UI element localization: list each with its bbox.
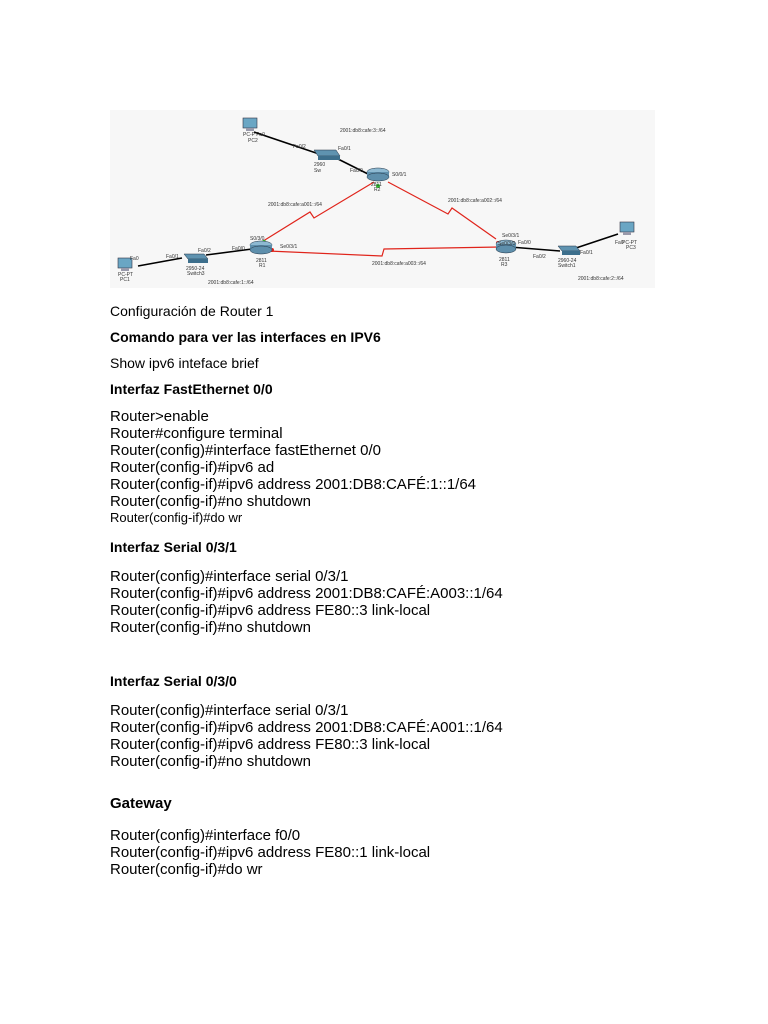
r2-name-label: 2811 — [371, 182, 382, 188]
pc1-sub-label: PC1 — [120, 277, 130, 283]
r3-name-label: 2811 — [499, 257, 510, 263]
switch3-name-label: 2950-24 — [186, 266, 205, 272]
net-top-label: 2001:db8:cafe:3::/64 — [340, 128, 386, 134]
command-line: Router(config-if)#ipv6 address FE80::1 link-local — [110, 844, 431, 861]
switch1-port2-label: Fa0/1 — [580, 250, 593, 256]
switch3-port1-label: Fa0/1 — [166, 254, 179, 260]
net-mid-label: 2001:db8:cafe:a003::/64 — [372, 261, 426, 267]
figure-caption: Configuración de Router 1 — [110, 303, 274, 319]
net-right-label: 2001:db8:cafe:a002::/64 — [448, 198, 502, 204]
net-bottom-right-label: 2001:db8:cafe:2::/64 — [578, 276, 624, 282]
command-line: Router(config-if)#no shutdown — [110, 753, 311, 770]
pc2-label: PC-P Fa0 — [243, 132, 265, 138]
command-line: Router(config)#interface f0/0 — [110, 827, 301, 844]
command-line: Router(config)#interface serial 0/3/1 — [110, 702, 349, 719]
r2-sub-label: R2 — [374, 187, 381, 193]
command-line: Router#configure terminal — [110, 425, 283, 442]
pc3-fa-label: Fa0 — [615, 240, 624, 246]
command-line: Router(config-if)#ipv6 ad — [110, 459, 275, 476]
command-line: Router(config-if)#do wr — [110, 510, 243, 525]
switch-top-sub-label: Sw — [314, 168, 321, 174]
switch1-sub-label: Switch1 — [558, 263, 576, 269]
r1-fa-label: Fa0/0 — [232, 246, 245, 252]
pc3-sub-label: PC3 — [626, 245, 636, 251]
r2-fa-label: Fa0/0 — [350, 168, 363, 174]
switch1-name-label: 2960-24 — [558, 258, 577, 264]
switch-top-name-label: 2960 — [314, 162, 326, 168]
document-body — [110, 302, 710, 890]
heading-show-command: Comando para ver las interfaces en IPV6 — [110, 329, 381, 345]
command-line: Router(config)#interface serial 0/3/1 — [110, 568, 349, 585]
serial-link-r1-r2 — [260, 182, 374, 243]
command-line: Router(config-if)#no shutdown — [110, 493, 311, 510]
r1-sub-label: R1 — [259, 263, 266, 269]
net-bottom-left-label: 2001:db8:cafe:1::/64 — [208, 280, 254, 286]
pc2-name-label: PC2 — [248, 138, 258, 144]
section-title-s030: Interfaz Serial 0/3/0 — [110, 673, 237, 689]
switch-top-port2-label: Fa0/1 — [338, 146, 351, 152]
command-line: Router(config-if)#ipv6 address FE80::3 link-local — [110, 736, 431, 753]
link-r3-switch1 — [510, 247, 560, 251]
r3-serial-label: Se0/3/1 — [502, 233, 520, 239]
r3-sub-label: R3 — [501, 262, 508, 268]
router-r1-icon — [250, 241, 272, 254]
show-command-text: Show ipv6 inteface brief — [110, 355, 259, 371]
r3-serial2-label: Se0/3/0 — [498, 241, 516, 247]
section-gateway-commands — [110, 827, 710, 878]
pc3-name-label: PC-PT — [622, 240, 637, 246]
network-topology-diagram — [110, 110, 655, 288]
section-s030-commands — [110, 702, 710, 770]
section-title-fa00: Interfaz FastEthernet 0/0 — [110, 381, 273, 397]
switch-top-port-label: Fa0/2 — [293, 144, 306, 150]
topology-svg — [110, 110, 655, 288]
r1-serial0-label: S0/3/0 — [250, 236, 265, 242]
section-s031-commands — [110, 568, 710, 636]
switch3-icon — [184, 254, 208, 263]
command-line: Router>enable — [110, 408, 209, 425]
command-line: Router(config-if)#ipv6 address 2001:DB8:CAFÉ:A003::1/64 — [110, 585, 503, 602]
r1-serial1-label: Se0/3/1 — [280, 244, 298, 250]
switch3-port2-label: Fa0/2 — [198, 248, 211, 254]
command-line: Router(config-if)#do wr — [110, 861, 263, 878]
section-title-gateway: Gateway — [110, 795, 172, 812]
r1-name-label: 2811 — [256, 258, 267, 264]
command-line: Router(config-if)#no shutdown — [110, 619, 311, 636]
section-title-s031: Interfaz Serial 0/3/1 — [110, 539, 237, 555]
r2-serial-label: S0/0/1 — [392, 172, 407, 178]
pc1-name-label: PC-PT — [118, 272, 133, 278]
command-line: Router(config-if)#ipv6 address 2001:DB8:CAFÉ:1::1/64 — [110, 476, 477, 493]
switch1-port1-label: Fa0/2 — [533, 254, 546, 260]
link-switch3-r1 — [206, 249, 252, 255]
switch-top-icon — [314, 150, 340, 160]
section-fa00-commands — [110, 408, 710, 526]
serial-link-r1-r3 — [268, 247, 500, 256]
link-switch1-pc3 — [576, 234, 618, 248]
r3-fa-label: Fa0/0 — [518, 240, 531, 246]
serial-link-r2-r3 — [388, 182, 496, 239]
router-r2-icon — [367, 168, 389, 181]
command-line: Router(config-if)#ipv6 address FE80::3 link-local — [110, 602, 431, 619]
pc3-computer-icon — [620, 222, 634, 235]
pc2-computer-icon — [243, 118, 257, 131]
pc1-fa-label: Fa0 — [130, 256, 139, 262]
switch1-icon — [558, 246, 580, 255]
switch3-sub-label: Switch3 — [187, 271, 205, 277]
command-line: Router(config)#interface fastEthernet 0/0 — [110, 442, 381, 459]
net-left-label: 2001:db8:cafe:a001::/64 — [268, 202, 322, 208]
command-line: Router(config-if)#ipv6 address 2001:DB8:CAFÉ:A001::1/64 — [110, 719, 503, 736]
